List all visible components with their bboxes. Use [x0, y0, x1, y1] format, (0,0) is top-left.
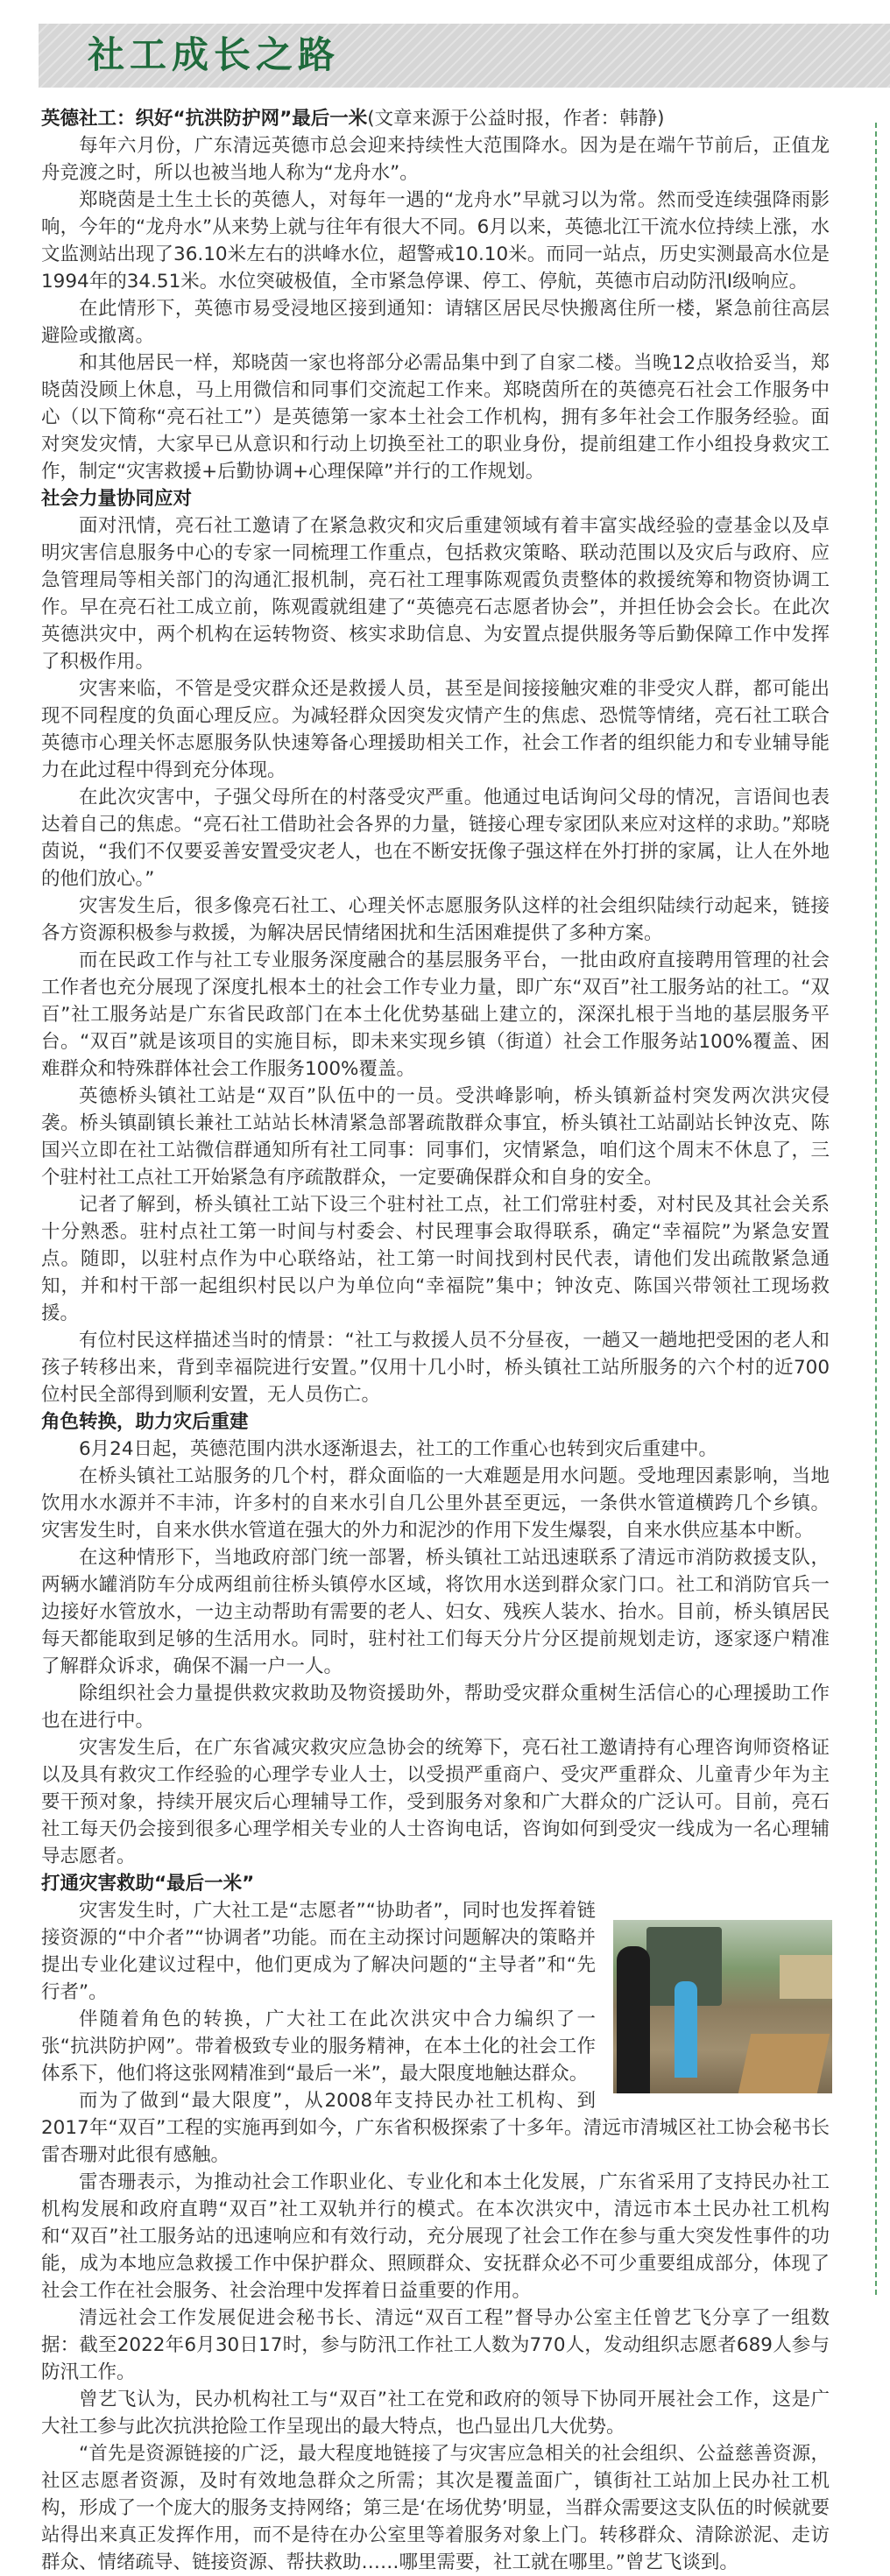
paragraph: 雷杏珊表示，为推动社会工作职业化、专业化和本土化发展，广东省采用了支持民办社工机构发展和政府直聘“双百”社工双轨并行的模式。在本次洪灾中，清远市本土民办社工机构和“双百”社工服务站的迅速响应和有效行动，充分展现了社会工作在参与重大突发性事件的功能，成为本地应急救援工作中保护群众、照顾群众、安抚群众必不可少重要组成部分，体现了社会工作在社会服务、社会治理中发挥着日益重要的作用。: [41, 2171, 830, 2302]
paragraph: 灾害发生后，在广东省减灾救灾应急协会的统筹下，亮石社工邀请持有心理咨询师资格证以及具有救灾工作经验的心理学专业人士，以受损严重商户、受灾严重群众、儿童青少年为主要干预对象，持续开展灾后心理辅导工作，受到服务对象和广大群众的广泛认可。目前，亮石社工每天仍会接到很多心理学相关专业的人士咨询电话，咨询如何到受灾一线成为一名心理辅导志愿者。: [41, 1737, 830, 1867]
paragraph: 有位村民这样描述当时的情景：“社工与救援人员不分昼夜，一趟又一趟地把受困的老人和孩子转移出来，背到幸福院进行安置。”仅用十几小时，桥头镇社工站所服务的六个村的近700位村民全部得到顺利安置，无人员伤亡。: [41, 1330, 830, 1406]
section-heading: 打通灾害救助“最后一米”: [41, 1873, 255, 1895]
paragraph: 在此次灾害中，子强父母所在的村落受灾严重。他通过电话询问父母的情况，言语间也表达着自己的焦虑。“亮石社工借助社会各界的力量，链接心理专家团队来应对这样的求助。”郑晓茵说，“我们不仅要妥善安置受灾老人，也在不断安抚像子强这样在外打拼的家属，让人在外地的他们放心。”: [41, 787, 830, 890]
paragraph: 除组织社会力量提供救灾救助及物资援助外，帮助受灾群众重树生活信心的心理援助工作也在进行中。: [41, 1683, 830, 1732]
paragraph: 面对汛情，亮石社工邀请了在紧急救灾和灾后重建领域有着丰富实战经验的壹基金以及卓明灾害信息服务中心的专家一同梳理工作重点，包括救灾策略、联动范围以及灾后与政府、应急管理局等相关部门的沟通汇报机制，亮石社工理事陈观霞负责整体的救援统筹和物资协调工作。早在亮石社工成立前，陈观霞就组建了“英德亮石志愿者协会”，并担任协会会长。在此次英德洪灾中，两个机构在运转物资、核实求助信息、为安置点提供服务等后勤保障工作中发挥了积极作用。: [41, 515, 830, 673]
paragraph: 曾艺飞认为，民办机构社工与“双百”社工在党和政府的领导下协同开展社会工作，这是广大社工参与此次抗洪抢险工作呈现出的最大特点，也凸显出几大优势。: [41, 2389, 830, 2438]
article-title-line: [41, 105, 830, 132]
section-heading: 社会力量协同应对: [41, 488, 193, 510]
photo-volunteer: [675, 1981, 697, 2078]
paragraph: 伴随着角色的转换，广大社工在此次洪灾中合力编织了一张“抗洪防护网”。带着极致专业的服务精神，在本土化的社会工作体系下，他们将这张网精准到“最后一米”，最大限度地触达群众。: [41, 2008, 596, 2085]
paragraph: 6月24日起，英德范围内洪水逐渐退去，社工的工作重心也转到灾后重建中。: [79, 1438, 718, 1460]
paragraph: 在桥头镇社工站服务的几个村，群众面临的一大难题是用水问题。受地理因素影响，当地饮用水水源并不丰沛，许多村的自来水引自几公里外甚至更远，一条供水管道横跨几个乡镇。灾害发生时，自来水供水管道在强大的外力和泥沙的作用下发生爆裂，自来水供应基本中断。: [41, 1465, 830, 1542]
photo-shed: [780, 1955, 832, 1999]
dashed-divider: [875, 123, 877, 2295]
paragraph: 而为了做到“最大限度”，从2008年支持民办社工机构、到2017年“双百”工程的实施再到如今，广东省积极探索了十多年。清远市清城区社工协会秘书长雷杏珊对此很有感触。: [41, 2090, 830, 2166]
paragraph: 灾害发生后，很多像亮石社工、心理关怀志愿服务队这样的社会组织陆续行动起来，链接各方资源积极参与救援，为解决居民情绪困扰和生活困难提供了多种方案。: [41, 895, 830, 944]
paragraph: 郑晓茵是土生土长的英德人，对每年一遇的“龙舟水”早就习以为常。然而受连续强降雨影响，今年的“龙舟水”从来势上就与往年有很大不同。6月以来，英德北江干流水位持续上涨，水文监测站出现了36.10米左右的洪峰水位，超警戒10.10米。而同一站点，历史实测最高水位是1994年的34.51米。水位突破极值，全市紧急停课、停工、停航，英德市启动防汛Ⅰ级响应。: [41, 189, 830, 293]
paragraph: 而在民政工作与社工专业服务深度融合的基层服务平台，一批由政府直接聘用管理的社会工作者也充分展现了深度扎根本土的社会工作专业力量，即广东“双百”社工服务站的社工。“双百”社工服务站是广东省民政部门在本土化优势基础上建立的，深深扎根于当地的基层服务平台。“双百”就是该项目的实施目标，即未来实现乡镇（街道）社会工作服务站100%覆盖、困难群众和特殊群体社会工作服务100%覆盖。: [41, 949, 830, 1080]
section-heading: 角色转换，助力灾后重建: [41, 1411, 249, 1433]
paragraph: 清远社会工作发展促进会秘书长、清远“双百工程”督导办公室主任曾艺飞分享了一组数据：截至2022年6月30日17时，参与防汛工作社工人数为770人，发动组织志愿者689人参与防汛工作。: [41, 2307, 830, 2383]
paragraph: 和其他居民一样，郑晓茵一家也将部分必需品集中到了自家二楼。当晚12点收拾妥当，郑晓茵没顾上休息，马上用微信和同事们交流起工作来。郑晓茵所在的英德亮石社会工作服务中心（以下简称“亮石社工”）是英德第一家本土社会工作机构，拥有多年社会工作服务经验。面对突发灾情，大家早已从意识和行动上切换至社工的职业身份，提前组建工作小组投身救灾工作，制定“灾害救援+后勤协调+心理保障”并行的工作规划。: [41, 352, 830, 483]
article: [41, 105, 830, 2576]
paragraph: 灾害来临，不管是受灾群众还是救援人员，甚至是间接接触灾难的非受灾人群，都可能出现不同程度的负面心理反应。为减轻群众因突发灾情产生的焦虑、恐慌等情绪，亮石社工联合英德市心理关怀志愿服务队快速筹备心理援助相关工作，社会工作者的组织能力和专业辅导能力在此过程中得到充分体现。: [41, 678, 830, 781]
paragraph: 在此情形下，英德市易受浸地区接到通知：请辖区居民尽快搬离住所一楼，紧急前往高层避险或撤离。: [41, 298, 830, 347]
paragraph: 每年六月份，广东清远英德市总会迎来持续性大范围降水。因为是在端午节前后，正值龙舟竞渡之时，所以也被当地人称为“龙舟水”。: [41, 135, 830, 184]
paragraph: 灾害发生时，广大社工是“志愿者”“协助者”，同时也发挥着链接资源的“中介者”“协调者”功能。而在主动探讨问题解决的策略并提出专业化建议过程中，他们更成为了解决问题的“主导者”和“先行者”。: [41, 1900, 596, 2003]
header-banner: [39, 24, 890, 88]
paragraph: 英德桥头镇社工站是“双百”队伍中的一员。受洪峰影响，桥头镇新益村突发两次洪灾侵袭。桥头镇副镇长兼社工站站长林清紧急部署疏散群众事宜，桥头镇社工站副站长钟汝克、陈国兴立即在社工站微信群通知所有社工同事：同事们，灾情紧急，咱们这个周末不休息了，三个驻村社工点社工开始紧急有序疏散群众，一定要确保群众和自身的安全。: [41, 1085, 830, 1189]
page-title: 社工成长之路: [88, 33, 341, 76]
paragraph: 在这种情形下，当地政府部门统一部署，桥头镇社工站迅速联系了清远市消防救援支队，两辆水罐消防车分成两组前往桥头镇停水区域，将饮用水送到群众家门口。社工和消防官兵一边接好水管放水，一边主动帮助有需要的老人、妇女、残疾人装水、抬水。目前，桥头镇居民每天都能取到足够的生活用水。同时，驻村社工们每天分片分区提前规划走访，逐家逐户精准了解群众诉求，确保不漏一户一人。: [41, 1547, 830, 1677]
photo-person: [617, 1946, 650, 2093]
paragraph: “首先是资源链接的广泛，最大程度地链接了与灾害应急相关的社会组织、公益慈善资源，社区志愿者资源，及时有效地急群众之所需；其次是覆盖面广，镇街社工站加上民办社工机构，形成了一个庞大的服务支持网络；第三是‘在场优势’明显，当群众需要这支队伍的时候就要站得出来真正发挥作用，而不是待在办公室里等着服务对象上门。转移群众、清除淤泥、走访群众、情绪疏导、链接资源、帮扶救助……哪里需要，社工就在哪里。”曾艺飞谈到。: [41, 2443, 830, 2573]
article-source: (文章来源于公益时报，作者：韩静): [367, 108, 665, 130]
flood-cleanup-photo: [613, 1920, 832, 2093]
paragraph: 记者了解到，桥头镇社工站下设三个驻村社工点，社工们常驻村委，对村民及其社会关系十分熟悉。驻村点社工第一时间与村委会、村民理事会取得联系，确定“幸福院”为紧急安置点。随即，以驻村点作为中心联络站，社工第一时间找到村民代表，请他们发出疏散紧急通知，并和村干部一起组织村民以户为单位向“幸福院”集中；钟汝克、陈国兴带领社工现场救援。: [41, 1194, 830, 1324]
article-title: 英德社工：织好“抗洪防护网”最后一米: [41, 108, 368, 130]
photo-debris: [738, 2034, 830, 2093]
